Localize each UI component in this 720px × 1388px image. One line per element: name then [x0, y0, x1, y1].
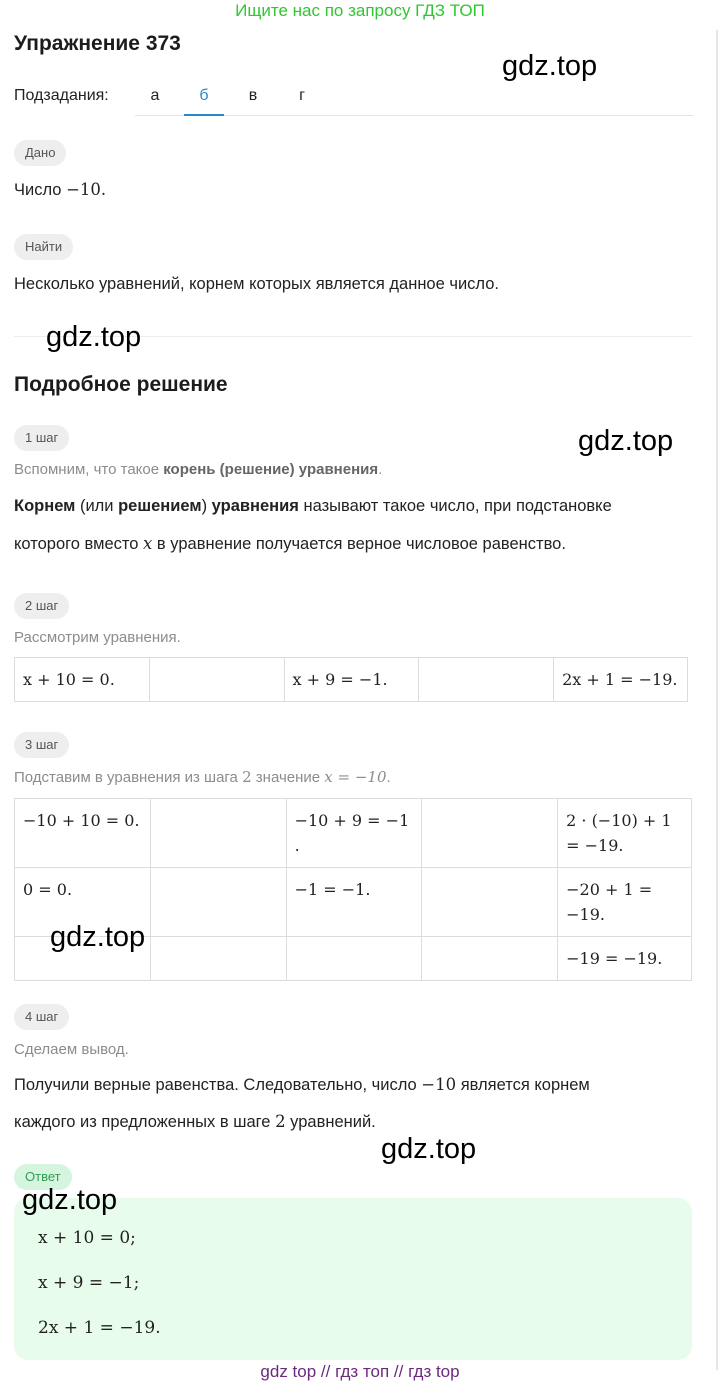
- table-cell: −20 + 1 = −19.: [558, 868, 692, 937]
- answer-line: x + 9 = −1;: [38, 1273, 140, 1293]
- step-1-intro-term: корень (решение) уравнения: [163, 461, 379, 478]
- watermark: gdz.top: [578, 425, 674, 457]
- text: уравнений.: [285, 1113, 376, 1131]
- step-1-intro-text: Вспомним, что такое: [14, 461, 164, 478]
- table-cell: [422, 799, 558, 868]
- watermark: gdz.top: [502, 50, 598, 82]
- table-cell: [150, 937, 286, 981]
- answer-badge: Ответ: [14, 1164, 72, 1190]
- math-number: −10: [421, 1075, 457, 1094]
- given-label: Число: [14, 181, 62, 199]
- table-cell: −10 + 10 = 0.: [15, 799, 151, 868]
- text: .: [386, 769, 391, 786]
- table-cell: 0 = 0.: [15, 868, 151, 937]
- math-number: 2: [275, 1112, 286, 1131]
- text: Подставим в уравнения из шага: [14, 769, 243, 786]
- step-4-conclusion-line-1: [14, 1075, 590, 1095]
- step-1-intro: [14, 461, 382, 478]
- tab-b[interactable]: б: [184, 82, 224, 116]
- tab-a[interactable]: а: [150, 87, 160, 104]
- math-expression: x = −10: [324, 768, 387, 786]
- given-value: −10.: [66, 180, 107, 199]
- math-variable: x: [143, 534, 153, 553]
- math-number: 2: [242, 768, 252, 786]
- text: Получили верные равенства. Следовательно, число: [14, 1076, 422, 1094]
- text: которого вместо: [14, 535, 144, 553]
- table-cell: x + 10 = 0.: [15, 658, 150, 702]
- text: значение: [251, 769, 325, 786]
- step-4-badge: 4 шаг: [14, 1004, 69, 1030]
- table-cell: −10 + 9 = −1 .: [286, 799, 422, 868]
- text: каждого из предложенных в шаге: [14, 1113, 276, 1131]
- term-root: Корнем: [14, 497, 76, 515]
- step-2-badge: 2 шаг: [14, 593, 69, 619]
- step-2-intro: Рассмотрим уравнения.: [14, 629, 181, 646]
- table-cell: −19 = −19.: [558, 937, 692, 981]
- search-promo-banner: Ищите нас по запросу ГДЗ ТОП: [235, 1, 485, 20]
- step-4-conclusion-line-2: [14, 1112, 376, 1132]
- table-cell: 2x + 1 = −19.: [554, 658, 688, 702]
- table-cell: [422, 868, 558, 937]
- answer-line: x + 10 = 0;: [38, 1228, 136, 1248]
- text: называют такое число, при подстановке: [298, 497, 612, 515]
- table-cell: [150, 868, 286, 937]
- text: ): [201, 497, 212, 515]
- table-cell: [286, 937, 422, 981]
- scrollbar-track[interactable]: [716, 30, 718, 1370]
- step-1-badge: 1 шаг: [14, 425, 69, 451]
- table-cell: [422, 937, 558, 981]
- watermark: gdz.top: [381, 1133, 477, 1165]
- tab-v[interactable]: в: [248, 87, 258, 104]
- step-1-intro-end: .: [378, 461, 383, 478]
- given-text: [14, 180, 106, 200]
- find-badge: Найти: [14, 234, 73, 260]
- term-solution: решением: [118, 497, 202, 515]
- step-1-definition-line-2: [14, 534, 566, 554]
- text: в уравнение получается верное числовое равенство.: [152, 535, 566, 553]
- step-1-definition-line-1: [14, 497, 612, 516]
- step-4-intro: Сделаем вывод.: [14, 1041, 129, 1058]
- table-cell: [149, 658, 284, 702]
- step-3-badge: 3 шаг: [14, 732, 69, 758]
- watermark: gdz.top: [46, 321, 142, 353]
- watermark: gdz.top: [22, 1184, 118, 1216]
- table-cell: 2 · (−10) + 1 = −19.: [558, 799, 692, 868]
- text: (или: [75, 497, 119, 515]
- text: является корнем: [456, 1076, 590, 1094]
- tab-g[interactable]: г: [299, 87, 305, 104]
- step-3-intro: [14, 768, 391, 786]
- table-row: [15, 658, 688, 702]
- table-cell: −1 = −1.: [286, 868, 422, 937]
- watermark: gdz.top: [50, 921, 146, 953]
- table-cell: [419, 658, 554, 702]
- footer-links[interactable]: gdz top // гдз топ // гдз top: [260, 1362, 460, 1381]
- find-text: Несколько уравнений, корнем которых является данное число.: [14, 275, 500, 293]
- subtasks-label: Подзадания:: [14, 87, 109, 104]
- step-2-table: [14, 657, 688, 702]
- subtasks-tabs: [135, 82, 693, 116]
- table-cell: [150, 799, 286, 868]
- table-cell: x + 9 = −1.: [284, 658, 419, 702]
- solution-heading: Подробное решение: [14, 373, 228, 396]
- table-row: [15, 799, 692, 868]
- answer-line: 2x + 1 = −19.: [38, 1318, 161, 1338]
- term-equation: уравнения: [211, 497, 299, 515]
- given-badge: Дано: [14, 140, 66, 166]
- page-title: Упражнение 373: [14, 32, 181, 55]
